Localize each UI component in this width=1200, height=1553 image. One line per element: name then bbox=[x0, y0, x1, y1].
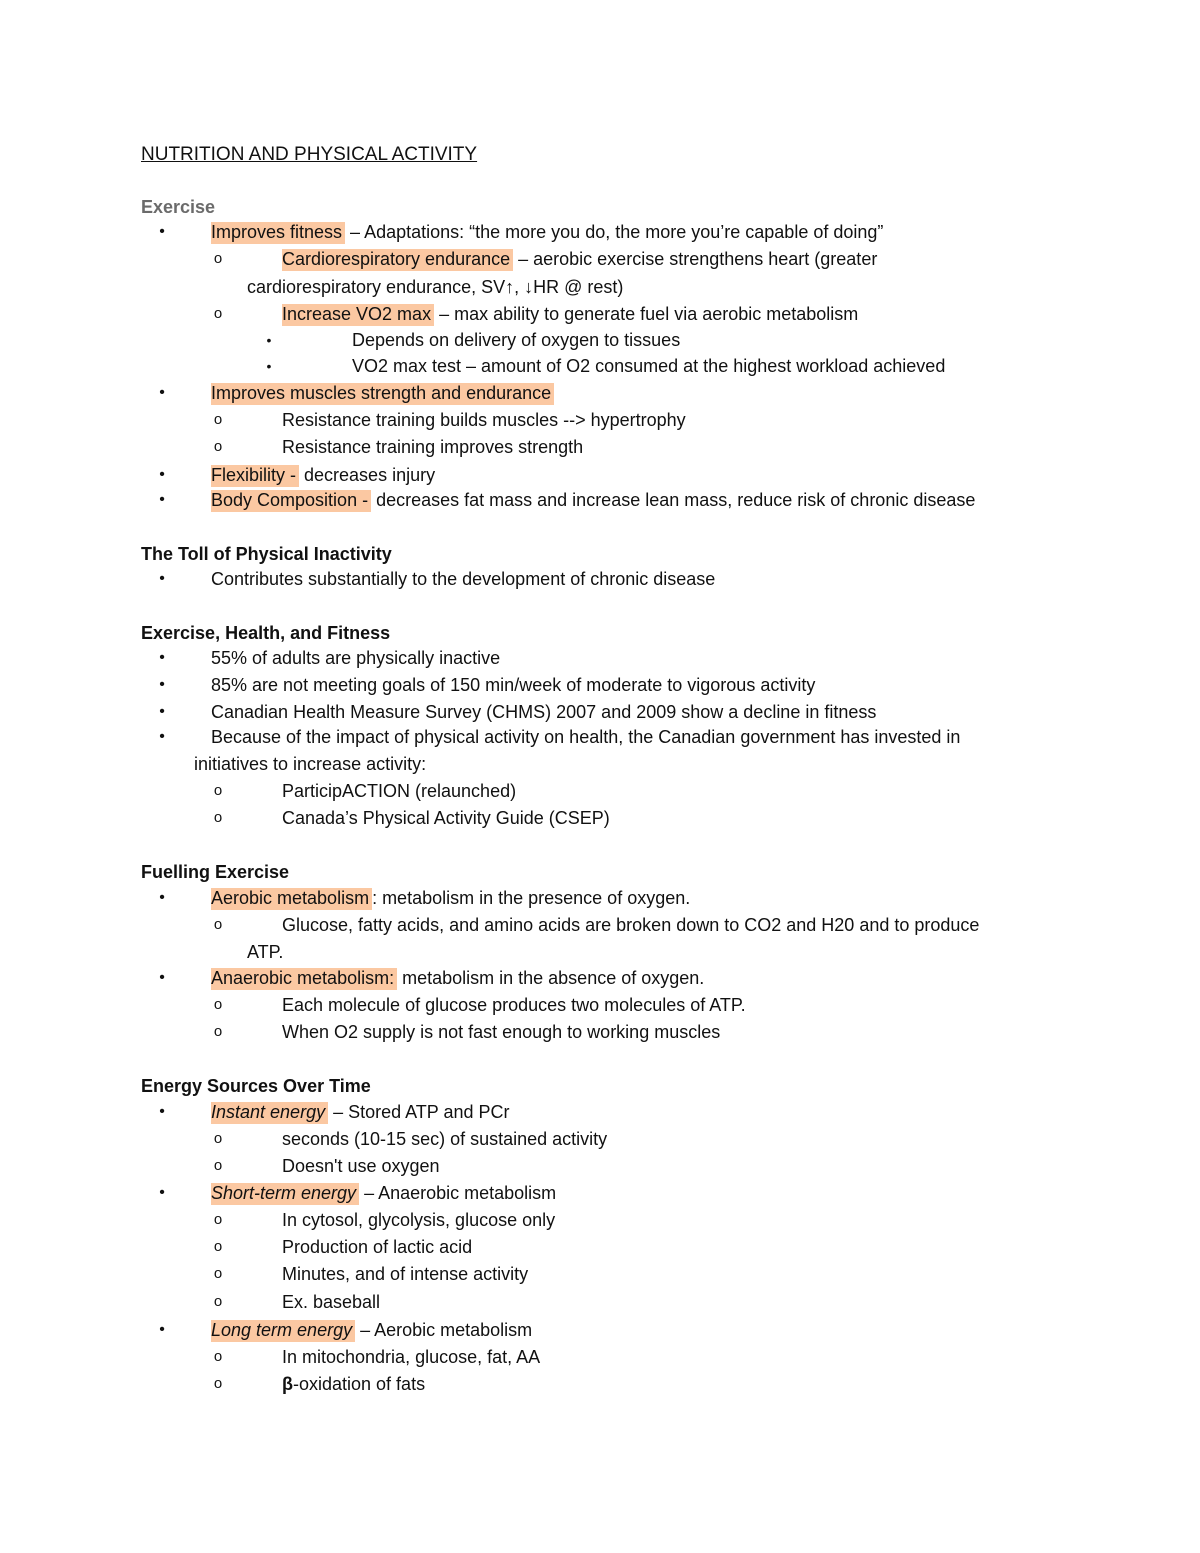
list-item: Depends on delivery of oxygen to tissues bbox=[352, 330, 681, 350]
list-item: Doesn't use oxygen bbox=[282, 1156, 440, 1176]
highlighted-term: Body Composition - bbox=[211, 490, 371, 512]
item-text: decreases injury bbox=[299, 465, 436, 485]
list-item bbox=[211, 220, 883, 244]
bullet-dot: • bbox=[159, 1103, 165, 1120]
list-item: Ex. baseball bbox=[282, 1292, 381, 1312]
list-item: In cytosol, glycolysis, glucose only bbox=[282, 1210, 556, 1230]
list-item bbox=[211, 463, 435, 487]
beta-symbol: β bbox=[282, 1374, 293, 1394]
bullet-circle: o bbox=[213, 809, 223, 826]
list-item bbox=[282, 302, 858, 326]
section-heading-toll: The Toll of Physical Inactivity bbox=[141, 544, 392, 564]
list-item bbox=[211, 488, 975, 512]
list-item: Resistance training improves strength bbox=[282, 437, 584, 457]
list-item bbox=[211, 381, 554, 405]
bullet-circle: o bbox=[213, 1375, 223, 1392]
bullet-circle: o bbox=[213, 916, 223, 933]
item-text: : metabolism in the presence of oxygen. bbox=[372, 888, 691, 908]
list-item: Minutes, and of intense activity bbox=[282, 1264, 529, 1284]
bullet-circle: o bbox=[213, 438, 223, 455]
bullet-dot: • bbox=[159, 703, 165, 720]
highlighted-term: Improves fitness bbox=[211, 222, 345, 244]
highlighted-term: Cardiorespiratory endurance bbox=[282, 249, 513, 271]
bullet-circle: o bbox=[213, 1157, 223, 1174]
bullet-circle: o bbox=[213, 996, 223, 1013]
list-item bbox=[211, 1181, 556, 1205]
list-item-continuation: cardiorespiratory endurance, SV↑, ↓HR @ rest) bbox=[247, 277, 624, 297]
list-item: When O2 supply is not fast enough to working muscles bbox=[282, 1022, 721, 1042]
list-item: Resistance training builds muscles --> hypertrophy bbox=[282, 410, 686, 430]
bullet-circle: o bbox=[213, 1265, 223, 1282]
highlighted-term: Aerobic metabolism bbox=[211, 888, 372, 910]
list-item: Canadian Health Measure Survey (CHMS) 2007 and 2009 show a decline in fitness bbox=[211, 702, 877, 722]
list-item: Contributes substantially to the development of chronic disease bbox=[211, 569, 716, 589]
bullet-dot: • bbox=[159, 491, 165, 508]
list-item: VO2 max test – amount of O2 consumed at the highest workload achieved bbox=[352, 356, 946, 376]
bullet-dot: • bbox=[266, 358, 272, 374]
bullet-circle: o bbox=[213, 411, 223, 428]
bullet-circle: o bbox=[213, 1293, 223, 1310]
highlighted-term: Short-term energy bbox=[211, 1183, 359, 1205]
list-item: Each molecule of glucose produces two molecules of ATP. bbox=[282, 995, 746, 1015]
bullet-dot: • bbox=[159, 570, 165, 587]
list-item bbox=[282, 247, 877, 271]
bullet-dot: • bbox=[159, 969, 165, 986]
bullet-dot: • bbox=[159, 1184, 165, 1201]
list-item: seconds (10-15 sec) of sustained activity bbox=[282, 1129, 608, 1149]
list-item bbox=[211, 966, 704, 990]
list-item: In mitochondria, glucose, fat, AA bbox=[282, 1347, 541, 1367]
list-item: ParticipACTION (relaunched) bbox=[282, 781, 517, 801]
list-item: Because of the impact of physical activity on health, the Canadian government has invested in bbox=[211, 727, 961, 747]
page-title: NUTRITION AND PHYSICAL ACTIVITY bbox=[141, 144, 478, 165]
bullet-circle: o bbox=[213, 782, 223, 799]
highlighted-term: Flexibility - bbox=[211, 465, 299, 487]
bullet-circle: o bbox=[213, 250, 223, 267]
list-item-continuation: initiatives to increase activity: bbox=[194, 754, 427, 774]
bullet-dot: • bbox=[159, 728, 165, 745]
list-item-continuation: ATP. bbox=[247, 942, 284, 962]
bullet-circle: o bbox=[213, 1238, 223, 1255]
item-text: – aerobic exercise strengthens heart (greater bbox=[513, 249, 878, 269]
bullet-dot: • bbox=[159, 1321, 165, 1338]
section-heading-fuel: Fuelling Exercise bbox=[141, 862, 290, 882]
item-text: – Aerobic metabolism bbox=[355, 1320, 533, 1340]
bullet-circle: o bbox=[213, 1023, 223, 1040]
item-text: – Adaptations: “the more you do, the more you’re capable of doing” bbox=[345, 222, 884, 242]
bullet-circle: o bbox=[213, 1211, 223, 1228]
bullet-circle: o bbox=[213, 305, 223, 322]
list-item bbox=[211, 1100, 510, 1124]
list-item bbox=[282, 1372, 425, 1396]
bullet-circle: o bbox=[213, 1130, 223, 1147]
item-text: – Anaerobic metabolism bbox=[359, 1183, 557, 1203]
list-item bbox=[211, 1318, 532, 1342]
highlighted-term: Increase VO2 max bbox=[282, 304, 434, 326]
list-item: Canada’s Physical Activity Guide (CSEP) bbox=[282, 808, 610, 828]
item-text: – Stored ATP and PCr bbox=[328, 1102, 510, 1122]
list-item: 55% of adults are physically inactive bbox=[211, 648, 501, 668]
bullet-dot: • bbox=[159, 466, 165, 483]
section-heading-ehf: Exercise, Health, and Fitness bbox=[141, 623, 391, 643]
section-heading-exercise: Exercise bbox=[141, 197, 216, 217]
item-text: metabolism in the absence of oxygen. bbox=[397, 968, 705, 988]
highlighted-term: Long term energy bbox=[211, 1320, 355, 1342]
item-text: -oxidation of fats bbox=[293, 1374, 426, 1394]
bullet-dot: • bbox=[159, 384, 165, 401]
list-item bbox=[211, 886, 690, 910]
bullet-dot: • bbox=[159, 889, 165, 906]
bullet-dot: • bbox=[266, 332, 272, 348]
item-text: decreases fat mass and increase lean mass, reduce risk of chronic disease bbox=[371, 490, 976, 510]
highlighted-term: Improves muscles strength and endurance bbox=[211, 383, 554, 405]
list-item: Production of lactic acid bbox=[282, 1237, 473, 1257]
list-item: 85% are not meeting goals of 150 min/week of moderate to vigorous activity bbox=[211, 675, 816, 695]
list-item: Glucose, fatty acids, and amino acids are broken down to CO2 and H20 and to produce bbox=[282, 915, 980, 935]
item-text: – max ability to generate fuel via aerobic metabolism bbox=[434, 304, 859, 324]
bullet-dot: • bbox=[159, 649, 165, 666]
highlighted-term: Instant energy bbox=[211, 1102, 328, 1124]
bullet-dot: • bbox=[159, 676, 165, 693]
bullet-circle: o bbox=[213, 1348, 223, 1365]
bullet-dot: • bbox=[159, 223, 165, 240]
highlighted-term: Anaerobic metabolism: bbox=[211, 968, 397, 990]
section-heading-energy: Energy Sources Over Time bbox=[141, 1076, 371, 1096]
